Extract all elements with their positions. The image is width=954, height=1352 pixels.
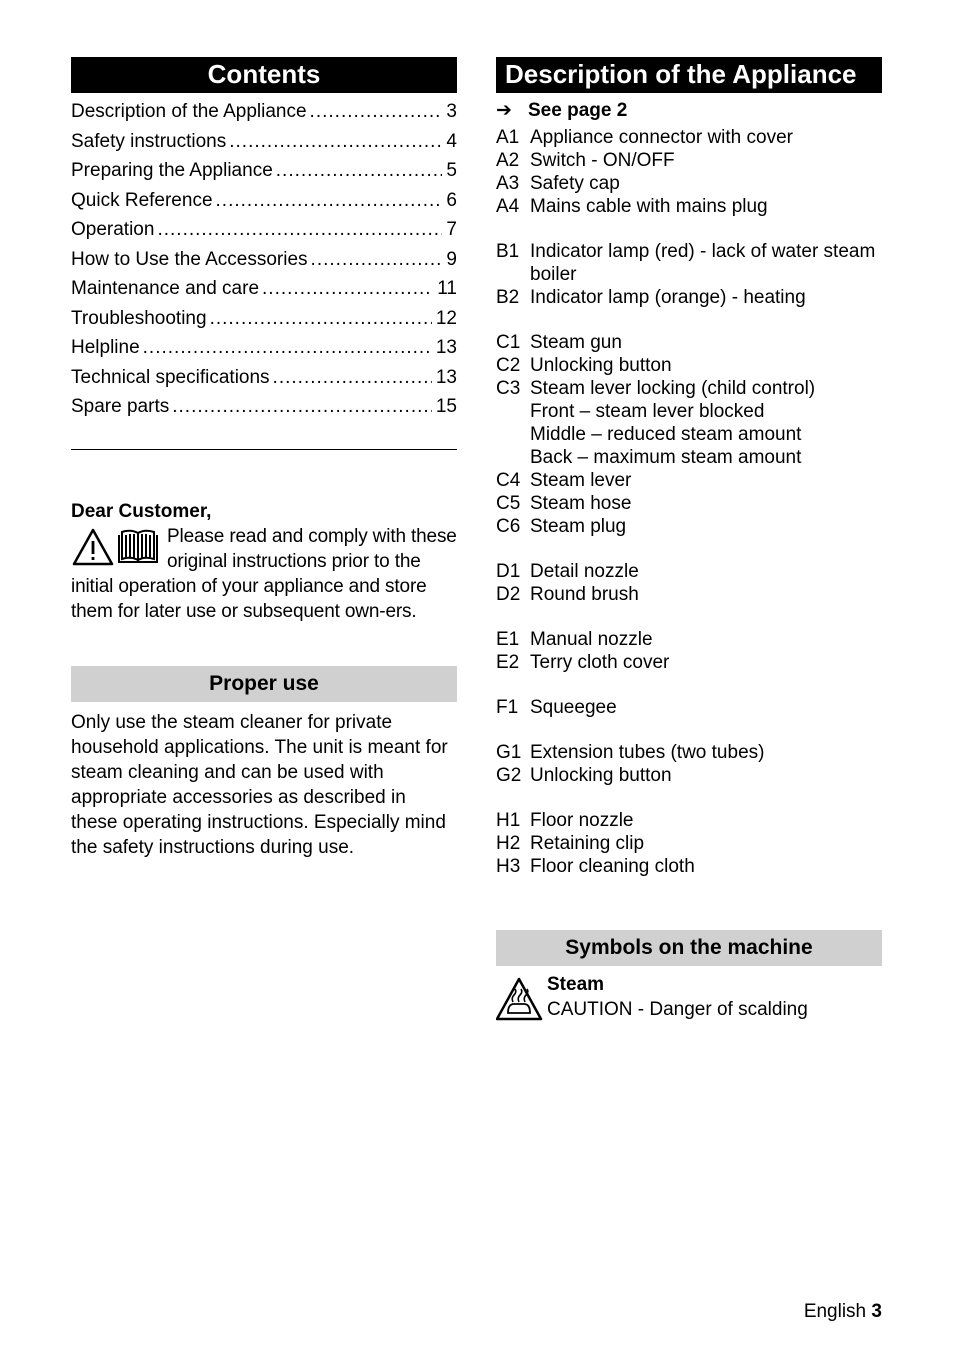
toc-entry-page: 6 [446,189,457,211]
parts-group [496,809,882,878]
parts-item-code: F1 [496,697,519,718]
parts-item-text: Floor cleaning cloth [530,856,695,877]
warning-triangle-icon [74,530,112,564]
group-spacer [496,538,882,560]
toc-entry-page: 12 [435,307,457,329]
toc-leader-dots [276,156,443,186]
parts-item-text: Unlocking button [530,355,672,376]
toc-leader-dots [157,215,442,245]
group-spacer [496,787,882,809]
toc-leader-dots [262,274,433,304]
parts-item-code: E2 [496,652,520,673]
parts-item [496,832,882,855]
parts-item [496,560,882,583]
parts-item-text: Indicator lamp (red) - lack of water steam boiler [530,241,876,285]
symbols-heading: Symbols on the machine [496,930,882,966]
parts-item [496,741,882,764]
parts-group [496,560,882,606]
parts-item [496,809,882,832]
parts-item-text: Back – maximum steam amount [530,447,802,468]
parts-item-text: Mains cable with mains plug [530,196,768,217]
parts-item [496,651,882,674]
toc-entry-page: 15 [435,396,457,417]
toc-entry-page: 11 [437,278,457,299]
parts-item-text: Appliance connector with cover [530,127,793,148]
parts-item [496,149,882,172]
parts-item-code: B1 [496,241,520,262]
arrow-right-icon: ➔ [496,100,512,121]
parts-group [496,741,882,787]
toc-entry [71,392,457,422]
toc-entry-page: 5 [446,160,457,181]
see-page-reference [496,99,882,123]
group-spacer [496,606,882,628]
toc-entry-title: Technical specifications [71,366,270,388]
parts-item-code: G2 [496,765,522,786]
toc-entry [71,333,457,363]
parts-list [496,126,882,878]
parts-group [496,126,882,218]
parts-item-text: Steam gun [530,332,622,353]
parts-item-code: A4 [496,196,520,217]
toc-entry [71,363,457,393]
toc-leader-dots [143,333,432,363]
parts-item [496,423,882,446]
parts-item [496,446,882,469]
toc-entry [71,97,457,127]
parts-item-text: Detail nozzle [530,561,639,582]
table-of-contents [71,97,457,422]
parts-item-text: Steam plug [530,516,627,537]
group-spacer [496,719,882,741]
page-footer [804,1301,882,1323]
toc-entry-title: How to Use the Accessories [71,248,308,270]
parts-item-text: Front – steam lever blocked [530,401,765,422]
parts-item [496,377,882,400]
steam-symbol-row [496,972,882,1022]
toc-entry-title: Safety instructions [71,130,227,152]
parts-item [496,515,882,538]
parts-item-text: Unlocking button [530,765,672,786]
toc-entry-title: Spare parts [71,396,170,417]
steam-symbol-caution: CAUTION - Danger of scalding [547,999,808,1020]
toc-entry [71,274,457,304]
parts-item [496,240,882,286]
see-page-text: See page 2 [528,100,628,121]
parts-item-code: C3 [496,378,521,399]
parts-item-text: Round brush [530,584,639,605]
page-number: 3 [871,1301,882,1322]
toc-entry-title: Maintenance and care [71,278,260,299]
right-column [496,57,882,1020]
warning-manual-icon [71,527,161,567]
parts-item-text: Steam hose [530,493,632,514]
toc-leader-dots [172,392,432,422]
parts-item [496,583,882,606]
parts-item [496,400,882,423]
parts-group [496,240,882,309]
parts-item-text: Retaining clip [530,833,645,854]
symbols-section [496,930,882,1022]
parts-item-text: Terry cloth cover [530,652,670,673]
proper-use-text: Only use the steam cleaner for private household applications. The unit is meant for steam cleaning and can be used with appropriate accessories as described in these operating instructions. Especially mind the safety instructions during use. [71,712,448,858]
book-icon [119,531,157,562]
parts-item [496,696,882,719]
parts-item [496,628,882,651]
parts-item-text: Safety cap [530,173,620,194]
parts-item-code: A3 [496,173,520,194]
intro-text-first: Please read and comply with these original instructions prior [167,526,457,572]
parts-item-code: A2 [496,150,520,171]
parts-item [496,172,882,195]
proper-use-section [71,666,457,860]
toc-entry [71,245,457,275]
parts-item-code [496,400,530,423]
parts-item-code: H1 [496,810,521,831]
parts-item [496,764,882,787]
intro-text-rest: to the initial operation of your appliance and store them for later use or subsequent own-ers. [71,551,427,622]
dear-customer-section [71,499,457,624]
parts-item-code: H3 [496,856,521,877]
parts-item-text: Manual nozzle [530,629,653,650]
parts-item-code: A1 [496,127,520,148]
toc-entry-title: Helpline [71,337,140,358]
parts-item-text: Squeegee [530,697,617,718]
divider [71,449,457,450]
toc-leader-dots [273,363,432,393]
steam-symbol-title: Steam [547,974,605,995]
parts-item-code: E1 [496,629,520,650]
parts-item-code [496,423,530,446]
toc-entry-title: Description of the Appliance [71,101,307,122]
intro-text [71,524,457,624]
toc-entry-title: Quick Reference [71,189,213,211]
toc-entry [71,186,457,216]
parts-item [496,126,882,149]
parts-item-code: G1 [496,742,522,763]
parts-item-code [496,446,530,469]
toc-entry [71,156,457,186]
parts-item-code: B2 [496,287,520,308]
greeting: Dear Customer, [71,501,212,522]
parts-item-text: Steam lever [530,470,632,491]
toc-entry [71,304,457,334]
toc-entry [71,127,457,157]
toc-entry-page: 7 [446,219,457,240]
parts-item-code: C4 [496,470,521,491]
toc-leader-dots [229,127,442,157]
parts-item [496,286,882,309]
parts-item-code: D1 [496,561,521,582]
toc-leader-dots [210,304,432,334]
parts-group [496,331,882,538]
parts-item-code: C1 [496,332,521,353]
parts-item-code: C6 [496,516,521,537]
toc-leader-dots [310,97,443,127]
parts-item-text: Middle – reduced steam amount [530,424,802,445]
parts-item [496,195,882,218]
parts-group [496,628,882,674]
toc-entry-title: Troubleshooting [71,307,207,329]
parts-item [496,492,882,515]
toc-entry [71,215,457,245]
parts-item-text: Switch - ON/OFF [530,150,675,171]
toc-leader-dots [216,186,443,216]
toc-entry-title: Preparing the Appliance [71,160,273,181]
toc-entry-page: 9 [446,248,457,270]
toc-entry-title: Operation [71,219,155,240]
toc-leader-dots [311,245,443,275]
group-spacer [496,218,882,240]
parts-item-code: C2 [496,355,521,376]
footer-language: English [803,1301,867,1322]
parts-item-text: Steam lever locking (child control) [530,378,816,399]
parts-item [496,469,882,492]
toc-entry-page: 3 [446,101,457,122]
group-spacer [496,309,882,331]
parts-item [496,354,882,377]
toc-entry-page: 13 [435,337,457,358]
proper-use-heading: Proper use [71,666,457,702]
toc-entry-page: 4 [446,130,457,152]
parts-group [496,696,882,719]
left-column [71,57,457,858]
parts-item-code: D2 [496,584,521,605]
parts-item-text: Extension tubes (two tubes) [530,742,765,763]
parts-item [496,855,882,878]
parts-item-code: C5 [496,493,521,514]
contents-heading: Contents [71,57,457,93]
steam-symbol-text [547,972,808,1022]
group-spacer [496,674,882,696]
parts-item-text: Floor nozzle [530,810,634,831]
parts-item [496,331,882,354]
hot-steam-warning-icon [496,976,544,1022]
toc-entry-page: 13 [435,366,457,388]
parts-item-text: Indicator lamp (orange) - heating [530,287,806,308]
description-heading: Description of the Appliance [496,57,882,93]
parts-item-code: H2 [496,833,521,854]
